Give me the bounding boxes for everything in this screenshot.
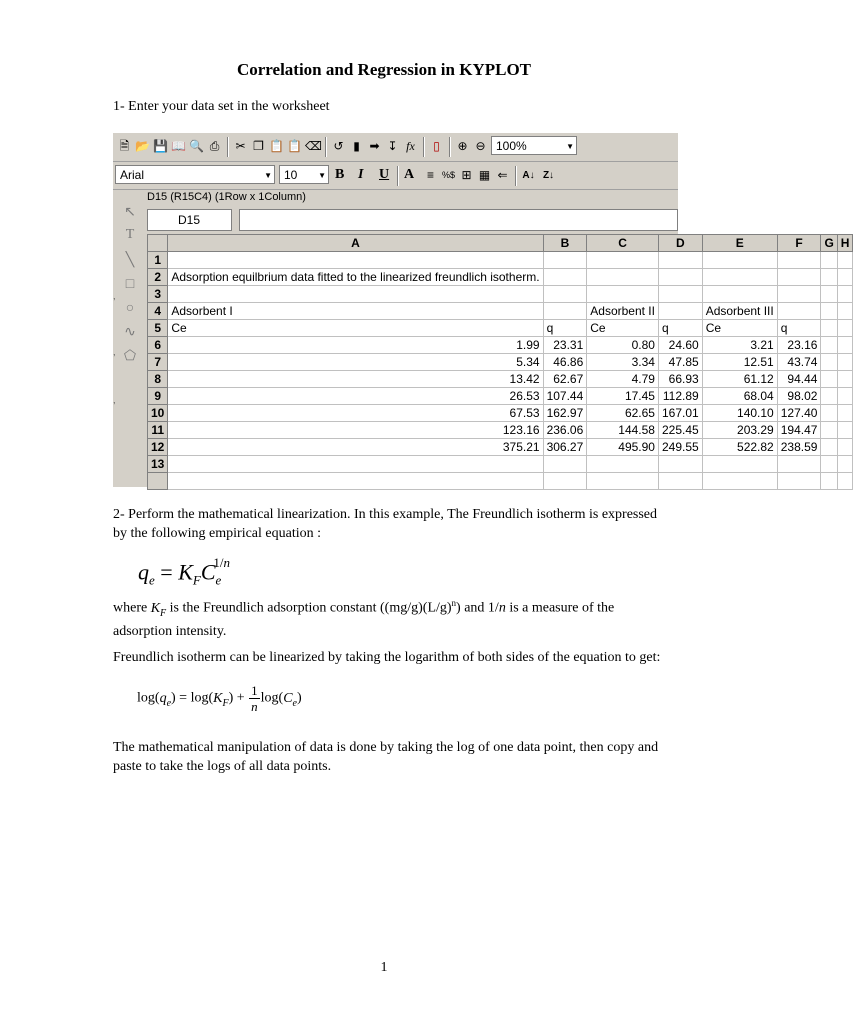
copy-icon[interactable]: ❐ (253, 139, 264, 153)
book-icon[interactable]: 📖 (171, 139, 186, 153)
freundlich-equation: $q_e = K_FC_e^{1/n}$ (138, 555, 230, 588)
cell[interactable] (821, 422, 837, 439)
cell[interactable]: 225.45 (658, 422, 702, 439)
zoom-value: 100% (496, 139, 527, 153)
cell[interactable]: 495.90 (587, 439, 659, 456)
column-header-row (148, 235, 853, 252)
select-all-corner[interactable] (148, 235, 168, 252)
cell[interactable]: 13.42 (168, 371, 543, 388)
cell[interactable] (821, 303, 837, 320)
formula-input[interactable] (239, 209, 678, 231)
column-header-c[interactable]: C (587, 235, 659, 252)
constant-explanation: where $K_F$ is the Freundlich adsorption constant $((mg/g)(L/g)^n)$ and 1/n is a measure of the adsorption intensity. (113, 598, 615, 640)
cell[interactable] (821, 269, 837, 286)
window-edge-mark: , (113, 291, 116, 301)
cut-icon[interactable]: ✂ (235, 139, 246, 153)
line-tool-icon[interactable]: ╲ (125, 251, 135, 267)
zoom-in-icon[interactable]: ⊕ (457, 139, 468, 153)
cell[interactable]: 17.45 (587, 388, 659, 405)
ellipse-tool-icon[interactable]: ○ (125, 299, 135, 315)
cell[interactable] (658, 269, 702, 286)
table-row (148, 422, 853, 439)
cell[interactable] (168, 286, 543, 303)
cell[interactable]: Ce (702, 320, 777, 337)
cell[interactable] (837, 354, 853, 371)
row-header[interactable]: 8 (148, 371, 168, 388)
cell[interactable] (168, 456, 543, 473)
cell[interactable]: 3.21 (702, 337, 777, 354)
cell-reference-box[interactable]: D15 (147, 209, 232, 231)
window-edge-mark: , (113, 347, 116, 357)
cell[interactable] (777, 269, 821, 286)
cell[interactable] (837, 320, 853, 337)
text-tool-icon[interactable]: T (125, 227, 135, 242)
worksheet-grid[interactable] (147, 234, 850, 487)
cell[interactable]: 107.44 (543, 388, 587, 405)
cell[interactable]: 522.82 (702, 439, 777, 456)
cell[interactable]: q (777, 320, 821, 337)
cell[interactable] (543, 252, 587, 269)
toolbar-separator (325, 137, 327, 157)
toolbar-separator (397, 166, 399, 186)
step-1-text: 1- Enter your data set in the worksheet (113, 99, 330, 114)
cell[interactable] (777, 286, 821, 303)
cell[interactable] (821, 354, 837, 371)
cell[interactable]: 24.60 (658, 337, 702, 354)
insert-row-icon[interactable]: ▮ (353, 139, 360, 153)
cell[interactable]: 62.67 (543, 371, 587, 388)
cell[interactable] (658, 252, 702, 269)
kyplot-screenshot (113, 133, 850, 487)
bar-chart-icon[interactable]: ▯ (433, 139, 440, 153)
cell[interactable]: 167.01 (658, 405, 702, 422)
column-header-b[interactable]: B (543, 235, 587, 252)
toolbar-separator (449, 137, 451, 157)
row-header[interactable]: 9 (148, 388, 168, 405)
where-text-d: is a measure of the adsorption intensity. (113, 600, 615, 640)
cell[interactable]: Adsorbent III (702, 303, 777, 320)
cell[interactable]: 66.93 (658, 371, 702, 388)
border-icon[interactable]: ⊞ (461, 168, 472, 182)
cell[interactable] (837, 439, 853, 456)
row-header[interactable]: 1 (148, 252, 168, 269)
cell[interactable] (658, 303, 702, 320)
cell[interactable] (543, 473, 587, 490)
cell[interactable]: 61.12 (702, 371, 777, 388)
cell[interactable] (587, 473, 659, 490)
new-file-icon[interactable]: 🗎 (119, 139, 130, 153)
cell[interactable] (587, 286, 659, 303)
table-row (148, 252, 853, 269)
cell[interactable]: 23.31 (543, 337, 587, 354)
number-format-icon[interactable]: %$ (441, 170, 455, 180)
row-header[interactable]: 7 (148, 354, 168, 371)
cell[interactable] (587, 252, 659, 269)
linearize-text: Freundlich isotherm can be linearized by taking the logarithm of both sides of the equation to get: (113, 650, 661, 665)
cell[interactable]: 62.65 (587, 405, 659, 422)
cell[interactable] (821, 320, 837, 337)
cell[interactable]: 4.79 (587, 371, 659, 388)
column-header-d[interactable]: D (658, 235, 702, 252)
table-row (148, 320, 853, 337)
cell[interactable] (777, 473, 821, 490)
row-header[interactable]: 5 (148, 320, 168, 337)
row-header[interactable]: 3 (148, 286, 168, 303)
column-header-h[interactable]: H (837, 235, 853, 252)
worksheet-table (147, 234, 853, 490)
cell[interactable] (543, 269, 587, 286)
font-select[interactable] (115, 165, 275, 184)
cell[interactable] (837, 337, 853, 354)
table-row (148, 388, 853, 405)
one-over-n-fraction: $\frac{1}{n}$ (251, 683, 258, 714)
cell[interactable] (777, 456, 821, 473)
cell[interactable] (168, 252, 543, 269)
cell[interactable]: 67.53 (168, 405, 543, 422)
cell[interactable] (702, 252, 777, 269)
row-header[interactable]: 10 (148, 405, 168, 422)
paste-special-icon[interactable]: 📋 (287, 139, 302, 153)
print-preview-icon[interactable]: 🔍 (189, 139, 204, 153)
cell[interactable] (543, 303, 587, 320)
cell[interactable]: 43.74 (777, 354, 821, 371)
cell[interactable] (837, 422, 853, 439)
save-icon[interactable]: 💾 (153, 139, 168, 153)
cell[interactable] (543, 286, 587, 303)
column-width-icon[interactable]: ⇐ (497, 168, 508, 182)
cell[interactable] (821, 439, 837, 456)
sort-descending-icon[interactable]: Z↓ (542, 170, 555, 181)
cell[interactable]: 3.34 (587, 354, 659, 371)
cell[interactable]: Adsorbent II (587, 303, 659, 320)
bold-icon[interactable]: B (335, 167, 345, 182)
open-folder-icon[interactable]: 📂 (135, 139, 150, 153)
fill-pattern-icon[interactable]: ▦ (478, 168, 491, 182)
cell[interactable] (821, 371, 837, 388)
cell[interactable] (702, 456, 777, 473)
drawing-tools (113, 199, 145, 487)
cell-info-bar: D15 (R15C4) (1Row x 1Column) (147, 191, 306, 203)
cell[interactable] (837, 405, 853, 422)
cell[interactable]: Adsorbent I (168, 303, 543, 320)
font-size-value: 10 (284, 168, 298, 182)
cell[interactable]: 194.47 (777, 422, 821, 439)
chevron-down-icon: ▼ (264, 171, 272, 180)
page-number: 1 (380, 960, 388, 975)
cell[interactable] (837, 286, 853, 303)
table-row (148, 405, 853, 422)
zoom-out-icon[interactable]: ⊖ (475, 139, 486, 153)
cell[interactable] (821, 405, 837, 422)
cell[interactable]: Adsorption equilbrium data fitted to the linearized freundlich isotherm. (168, 269, 543, 286)
cell[interactable]: 47.85 (658, 354, 702, 371)
manipulation-text: The mathematical manipulation of data is done by taking the log of one data point, then copy and paste to take the logs of all data points. (113, 740, 659, 774)
align-icon[interactable]: ≡ (426, 168, 434, 182)
cell[interactable] (837, 252, 853, 269)
cell[interactable]: 140.10 (702, 405, 777, 422)
format-toolbar (113, 162, 678, 190)
cell[interactable] (821, 337, 837, 354)
toolbar-separator (423, 137, 425, 157)
table-row (148, 473, 853, 490)
cell[interactable] (587, 456, 659, 473)
cell[interactable]: Ce (587, 320, 659, 337)
cell[interactable]: 127.40 (777, 405, 821, 422)
column-header-a[interactable]: A (168, 235, 543, 252)
linearized-equation: $\log(q_e) = \log(K_F)$ + $\frac{1}{n}$ $\log(C_e)$ (137, 683, 302, 714)
table-row (148, 456, 853, 473)
cell[interactable]: 1.99 (168, 337, 543, 354)
column-header-e[interactable]: E (702, 235, 777, 252)
step-2-text: 2- Perform the mathematical linearization. In this example, The Freundlich isotherm is expressed by the following empirical equation : (113, 507, 658, 541)
table-row (148, 286, 853, 303)
cell[interactable] (702, 473, 777, 490)
where-text-c: ) and 1/ (456, 600, 499, 616)
sort-ascending-icon[interactable]: A↓ (522, 170, 535, 181)
cell[interactable] (658, 286, 702, 303)
cell[interactable]: 46.86 (543, 354, 587, 371)
row-header[interactable]: 4 (148, 303, 168, 320)
standard-toolbar (113, 133, 678, 162)
row-header[interactable]: 11 (148, 422, 168, 439)
toolbar-separator (227, 137, 229, 157)
cell[interactable] (702, 286, 777, 303)
page-title: Correlation and Regression in KYPLOT (236, 60, 532, 79)
eraser-icon[interactable]: ⌫ (305, 139, 322, 153)
cell[interactable]: 26.53 (168, 388, 543, 405)
table-row (148, 303, 853, 320)
row-header[interactable]: 12 (148, 439, 168, 456)
cell[interactable]: 0.80 (587, 337, 659, 354)
cell[interactable]: 12.51 (702, 354, 777, 371)
fill-down-icon[interactable]: ↧ (387, 139, 398, 153)
cell[interactable] (821, 286, 837, 303)
cell[interactable] (821, 252, 837, 269)
cell[interactable] (587, 269, 659, 286)
where-text-b: is the Freundlich adsorption constant ((mg/g)(L/g) (166, 600, 452, 616)
table-row (148, 337, 853, 354)
row-header[interactable]: 13 (148, 456, 168, 473)
underline-icon[interactable]: U (379, 167, 390, 182)
polygon-tool-icon[interactable]: ⬠ (123, 347, 137, 363)
paste-icon[interactable]: 📋 (269, 139, 284, 153)
cell[interactable]: Ce (168, 320, 543, 337)
cell[interactable]: 23.16 (777, 337, 821, 354)
cell[interactable]: 306.27 (543, 439, 587, 456)
cell[interactable] (777, 252, 821, 269)
cell[interactable]: 123.16 (168, 422, 543, 439)
cell[interactable] (837, 269, 853, 286)
column-header-f[interactable]: F (777, 235, 821, 252)
cell[interactable] (837, 303, 853, 320)
cell[interactable]: q (658, 320, 702, 337)
cell[interactable] (702, 269, 777, 286)
cell[interactable] (543, 456, 587, 473)
cell[interactable]: 144.58 (587, 422, 659, 439)
cell[interactable] (168, 473, 543, 490)
cell[interactable]: 68.04 (702, 388, 777, 405)
cell[interactable] (837, 473, 853, 490)
font-color-icon[interactable]: A (404, 167, 415, 182)
chevron-down-icon: ▼ (318, 171, 326, 180)
curve-tool-icon[interactable]: ∿ (124, 323, 136, 339)
rectangle-tool-icon[interactable]: □ (125, 275, 135, 291)
window-edge-mark: , (113, 395, 116, 405)
cell[interactable] (658, 473, 702, 490)
cell[interactable] (821, 456, 837, 473)
function-icon[interactable]: fx (406, 139, 415, 153)
font-size-select[interactable] (279, 165, 329, 184)
table-row (148, 371, 853, 388)
row-header[interactable] (148, 473, 168, 490)
toolbar-separator (515, 166, 517, 186)
font-value: Arial (120, 168, 145, 182)
cell[interactable] (658, 456, 702, 473)
print-icon[interactable]: ⎙ (209, 139, 220, 153)
cell[interactable]: 112.89 (658, 388, 702, 405)
zoom-select[interactable] (491, 136, 577, 155)
cell[interactable] (837, 371, 853, 388)
undo-icon[interactable]: ↺ (333, 139, 344, 153)
row-header[interactable]: 2 (148, 269, 168, 286)
cell[interactable] (777, 303, 821, 320)
table-row (148, 269, 853, 286)
italic-icon[interactable]: I (358, 167, 364, 182)
cell[interactable]: 5.34 (168, 354, 543, 371)
cell[interactable] (821, 388, 837, 405)
cell[interactable]: 249.55 (658, 439, 702, 456)
cell[interactable]: 98.02 (777, 388, 821, 405)
cell[interactable] (837, 456, 853, 473)
cell[interactable] (821, 473, 837, 490)
cell[interactable] (837, 388, 853, 405)
cell[interactable]: 203.29 (702, 422, 777, 439)
cell[interactable]: q (543, 320, 587, 337)
table-row (148, 354, 853, 371)
cell[interactable]: 236.06 (543, 422, 587, 439)
row-header[interactable]: 6 (148, 337, 168, 354)
where-text-a: where (113, 600, 151, 616)
table-row (148, 439, 853, 456)
insert-column-icon[interactable]: ➡ (369, 139, 380, 153)
chevron-down-icon: ▼ (566, 142, 574, 151)
cell[interactable]: 162.97 (543, 405, 587, 422)
cell[interactable]: 94.44 (777, 371, 821, 388)
pointer-icon[interactable]: ↖ (124, 203, 136, 219)
cell[interactable]: 238.59 (777, 439, 821, 456)
column-header-g[interactable]: G (821, 235, 837, 252)
cell[interactable]: 375.21 (168, 439, 543, 456)
